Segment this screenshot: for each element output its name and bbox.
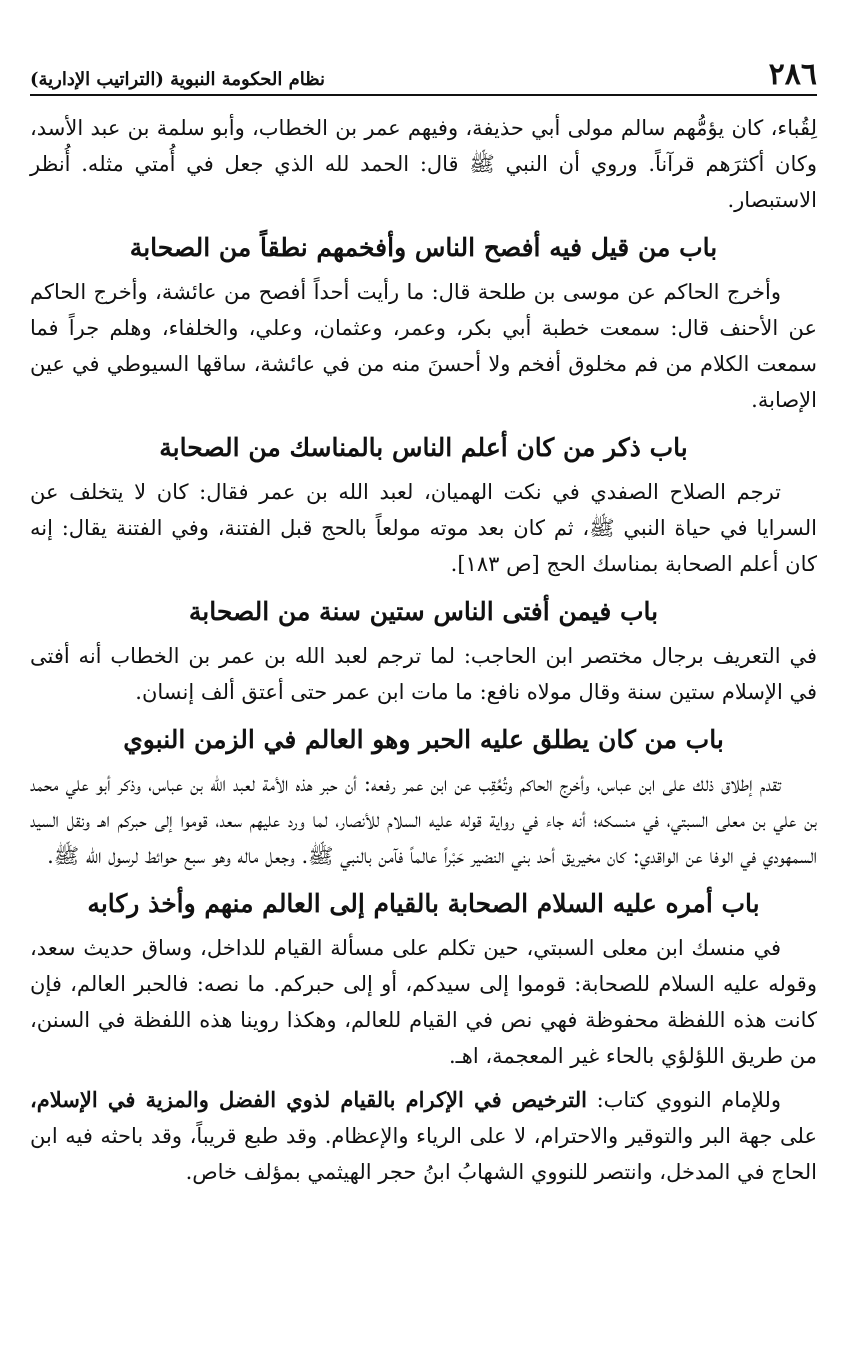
section-paragraph-rituals: ترجم الصلاح الصفدي في نكت الهميان، لعبد الله بن عمر فقال: كان لا يتخلف عن السرايا في حياة النبي ﷺ، ثم كان بعد موته مولعاً بالحج قبل الفتنة، وفي الفتنة يقال: إنه كان أعلم الصحابة بمناسك الحج [ص ١٨٣]. — [30, 480, 817, 576]
intro-paragraph: لِقُباء، كان يؤمُّهم سالم مولى أبي حذيفة، وفيهم عمر بن الخطاب، وأبو سلمة بن عبد الأسد، وكان أكثرَهم قرآناً. وروي أن النبي ﷺ قال: الحمد لله الذي جعل في أُمتي مثله. أُنظر الاستبصار. — [30, 116, 817, 212]
running-title: نظام الحكومة النبوية (التراتيب الإدارية) — [30, 69, 326, 90]
section-heading-fatwa: باب فيمن أفتى الناس ستين سنة من الصحابة — [188, 597, 659, 626]
section-heading-eloquent: باب من قيل فيه أفصح الناس وأفخمهم نطقاً من الصحابة — [129, 233, 718, 262]
nawawi-book-title: الترخيص في الإكرام بالقيام لذوي الفضل والمزية في الإسلام، — [30, 1087, 588, 1112]
section-paragraph-nawawi — [30, 1082, 817, 1190]
section-heading-hibr: باب من كان يطلق عليه الحبر وهو العالم في الزمن النبوي — [123, 725, 724, 754]
section-paragraph-fatwa: في التعريف برجال مختصر ابن الحاجب: لما ترجم لعبد الله بن عمر بن الخطاب أنه أفتى في الإسلام ستين سنة وقال مولاه نافع: ما مات ابن عمر حتى أعتق ألف إنسان. — [30, 644, 817, 704]
section-paragraph-hibr: تقدم إطلاق ذلك على ابن عباس، وأخرج الحاكم وتُعُقِب عن ابن عمر رفعه: أن حبر هذه الأمة لعبد الله بن عباس، وذكر أبو علي محمد بن علي بن معلى السبتي، في منسكه؛ أنه جاء في رواية قوله عليه السلام للأنصار، لما ورد عليهم سعد، قوموا إلى حبركم اهـ ونقل السيد السمهودي في الوفا عن الواقدي: كان مخيريق أحد بني النضير حَبْراً عالماً فآمن بالنبي ﷺ. وجعل ماله وهو سبع حوائط لرسول الله ﷺ. — [30, 772, 817, 868]
section-heading-rituals: باب ذكر من كان أعلم الناس بالمناسك من الصحابة — [159, 433, 688, 462]
page-header — [30, 56, 817, 96]
nawawi-suffix: على جهة البر والتوقير والاحترام، لا على الرياء والإعظام. وقد طبع قريباً، وقد باحثه فيه ابن الحاج في المدخل، وانتصر للنووي الشهابُ ابنُ حجر الهيثمي بمؤلف خاص. — [30, 1124, 817, 1184]
nawawi-prefix: وللإمام النووي كتاب: — [587, 1088, 781, 1112]
page-body — [30, 110, 817, 1190]
section-heading-standing: باب أمره عليه السلام الصحابة بالقيام إلى العالم منهم وأخذ ركابه — [87, 889, 760, 918]
section-paragraph-eloquent: وأخرج الحاكم عن موسى بن طلحة قال: ما رأيت أحداً أفصح من عائشة، وأخرج الحاكم عن الأحنف قال: سمعت خطبة أبي بكر، وعمر، وعثمان، وعلي، والخلفاء، وهلم جراً فما سمعت الكلام من فم مخلوق أفخم ولا أحسنَ منه من في عائشة، ساقها السيوطي في عين الإصابة. — [30, 280, 817, 412]
page-number: ٢٨٦ — [768, 57, 817, 92]
section-paragraph-standing: في منسك ابن معلى السبتي، حين تكلم على مسألة القيام للداخل، وساق حديث سعد، وقوله عليه السلام للصحابة: قوموا إلى سيدكم، أو إلى حبركم. ما نصه: فالحبر العالم، فإن كانت هذه اللفظة محفوظة فهي نص في القيام للعالم، وهكذا روينا هذه اللفظة في السنن، من طريق اللؤلؤي بالحاء غير المعجمة، اهـ. — [30, 936, 817, 1068]
